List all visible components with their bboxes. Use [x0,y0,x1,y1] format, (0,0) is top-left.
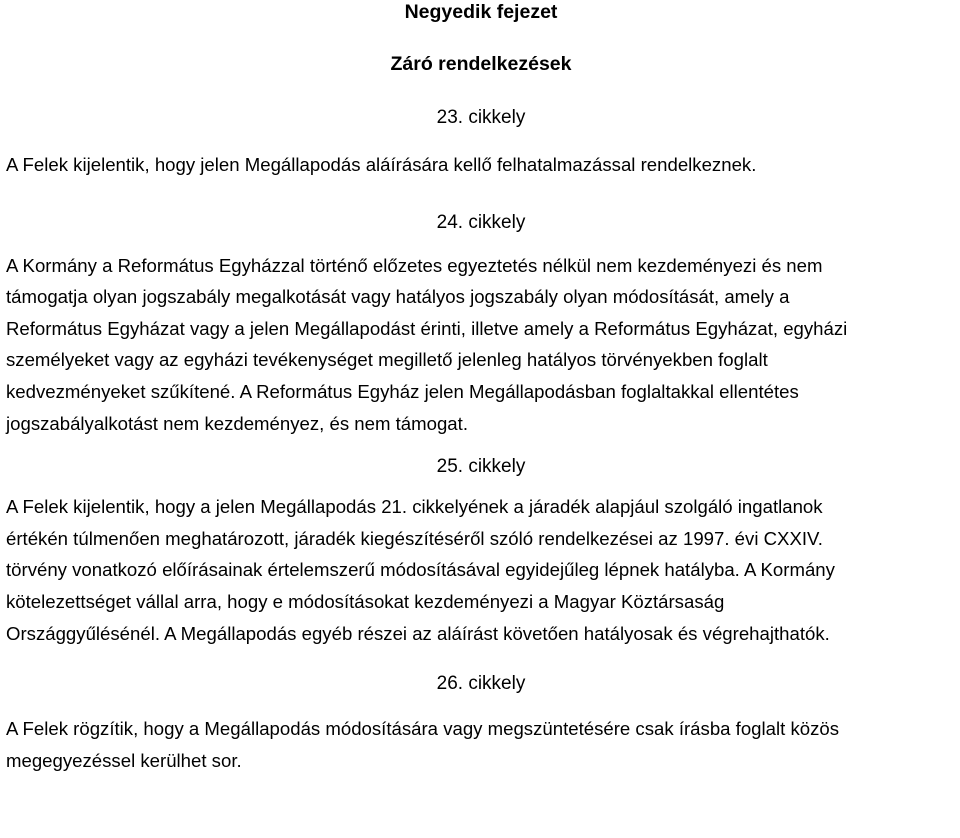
text-line: A Felek rögzítik, hogy a Megállapodás módosítására vagy megszüntetésére csak írásba foglalt közös [6,718,840,740]
article-25-text [6,491,956,649]
document-page [6,0,956,776]
text-line: megegyezéssel kerülhet sor. [6,749,242,771]
text-line: Református Egyházat vagy a jelen Megállapodást érinti, illetve amely a Református Egyházat, egyházi [6,317,848,339]
chapter-title: Negyedik fejezet [404,1,558,23]
text-line: jogszabályalkotást nem kezdeményez, és nem támogat. [6,412,468,434]
article-23-heading: 23. cikkely [436,107,526,128]
article-26-heading: 26. cikkely [436,673,526,695]
text-line: törvény vonatkozó előírásainak értelemszerű módosításával egyidejűleg lépnek hatályba. A Kormány [6,559,835,581]
article-25-heading: 25. cikkely [436,456,526,478]
text-line: értékén túlmenően meghatározott, járadék kiegészítéséről szóló rendelkezései az 1997. évi CXXIV. [6,527,823,549]
text-line: A Felek kijelentik, hogy a jelen Megállapodás 21. cikkelyének a járadék alapjául szolgáló ingatlanok [6,496,823,518]
text-line: kedvezményeket szűkítené. A Református Egyház jelen Megállapodásban foglaltakkal ellentétes [6,380,799,402]
section-title: Záró rendelkezések [390,53,572,75]
article-23-text [6,149,956,181]
article-26-text [6,713,956,776]
text-line: kötelezettséget vállal arra, hogy e módosításokat kezdeményezi a Magyar Köztársaság [6,590,725,612]
text-line: Országgyűlésénél. A Megállapodás egyéb részei az aláírást követően hatályosak és végrehajthatók. [6,622,830,644]
text-line: támogatja olyan jogszabály megalkotását vagy hatályos jogszabály olyan módosítását, amely a [6,286,790,308]
text-line: A Kormány a Református Egyházzal történő előzetes egyeztetés nélkül nem kezdeményezi és nem [6,254,823,276]
text-line: A Felek kijelentik, hogy jelen Megállapodás aláírására kellő felhatalmazással rendelkeznek. [6,154,757,175]
text-line: személyeket vagy az egyházi tevékenységet megillető jelenleg hatályos törvényekben foglalt [6,349,768,371]
article-24-text [6,250,956,440]
article-24-heading: 24. cikkely [436,211,526,233]
